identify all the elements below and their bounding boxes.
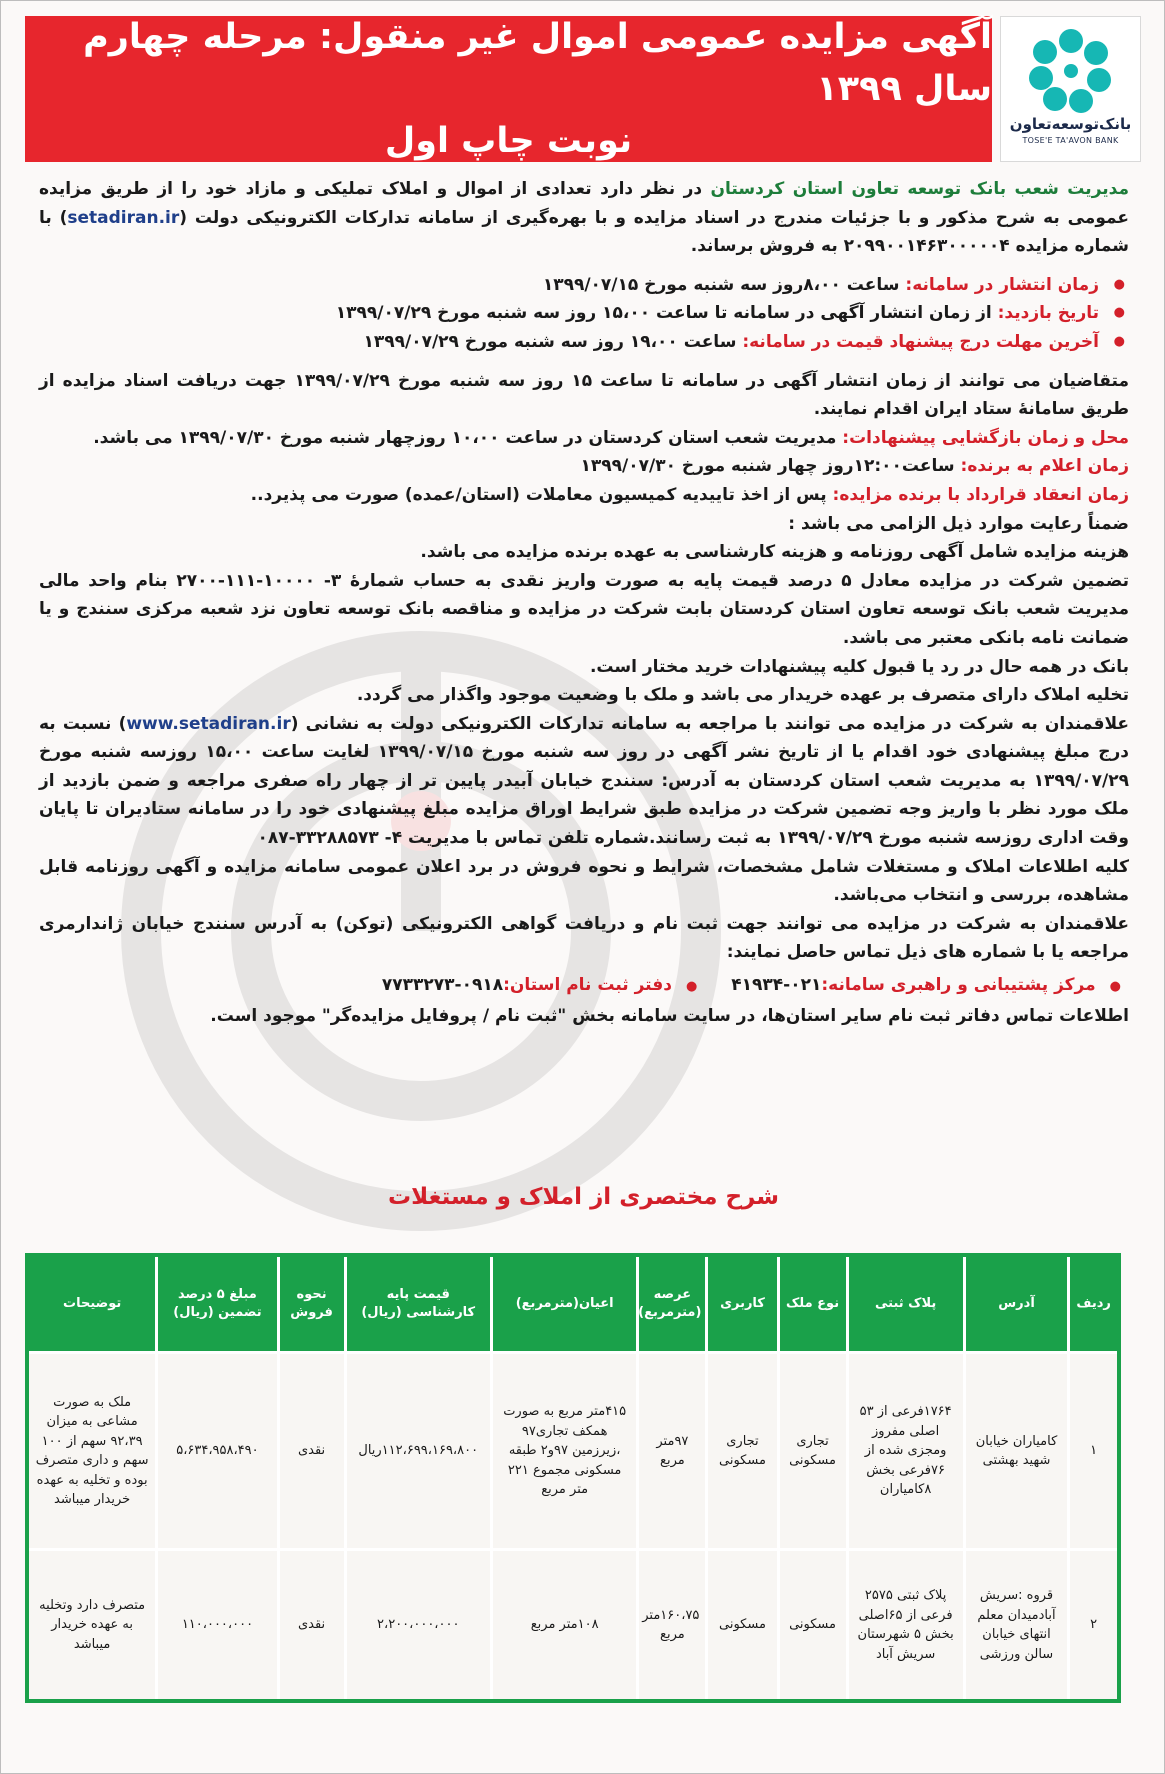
col-header: نوع ملک [778,1255,847,1353]
table-cell: مسکونی [778,1550,847,1702]
table-cell: ۲ [1069,1550,1119,1702]
registration-contact [382,971,697,1002]
contract-paragraph [39,481,1129,510]
col-header: آدرس [964,1255,1069,1353]
table-cell: ۱۷۶۴فرعی از ۵۳ اصلی مفروز ومجزی شده از ۷۶فرعی بخش ۸کامیاران [847,1353,964,1550]
rule-line: بانک در همه حال در رد یا قبول کلیه پیشنهادات خرید مختار است. [589,656,1129,677]
contact-label: مرکز پشتیبانی و راهبری سامانه: [821,975,1096,996]
contact-label: دفتر ثبت نام استان: [503,975,672,996]
table-cell: متصرف دارد وتخلیه به عهده خریدار میباشد [27,1550,157,1702]
bullet-value: ساعت ۸،۰۰روز سه شنبه مورخ ۱۳۹۹/۰۷/۱۵ [542,274,906,295]
setadiran-link[interactable]: setadiran.ir [67,207,180,228]
list-item [39,328,1101,357]
list-item [39,299,1101,328]
organization-name: مدیریت شعب بانک توسعه تعاون استان کردستان [710,179,1129,199]
table-cell: ۹۷متر مربع [638,1353,707,1550]
col-header: کاربری [707,1255,778,1353]
col-header: اعیان(مترمربع) [491,1255,637,1353]
opening-label: محل و زمان بازگشایی پیشنهادات: [842,427,1129,448]
bullet-icon: ● [685,979,698,995]
table-cell: تجاری مسکونی [778,1353,847,1550]
interested-paragraph [39,710,1129,853]
opening-value: مدیریت شعب استان کردستان در ساعت ۱۰،۰۰ روزچهار شنبه مورخ ۱۳۹۹/۰۷/۳۰ می باشد. [93,427,843,448]
table-cell: ملک به صورت مشاعی به میزان ۹۲،۳۹ سهم از ۱۰۰ سهم و داری متصرف بوده و تخلیه به عهده خریدار میباشد [27,1353,157,1550]
support-contact [731,971,1121,1002]
col-header: پلاک ثبتی [847,1255,964,1353]
rule-line: هزینه مزایده شامل آگهی روزنامه و هزینه کارشناسی به عهده برنده مزایده می باشد. [420,542,1129,563]
bullet-label: زمان انتشار در سامانه: [905,274,1099,295]
col-header: عرصه (مترمربع) [638,1255,707,1353]
rule-line: ضمناً رعایت موارد ذیل الزامی می باشد : [788,513,1129,534]
winner-label: زمان اعلام به برنده: [960,456,1129,477]
section-title: شرح مختصری از املاک و مستغلات [388,1184,779,1210]
bank-logo [1000,16,1141,162]
flower-logo-icon [1025,27,1117,113]
properties-table [25,1253,1121,1703]
token-paragraph: علاقمندان به شرکت در مزایده می توانند جهت ثبت نام و دریافت گواهی الکترونیکی (توکن) به آدرس سنندج خیابان ژاندارمری مراجعه یا با شماره های ذیل تماس حاصل نمایند: [39,913,1129,963]
contact-phone: ۷۷۳۳۲۷۳-۰۹۱۸ [381,975,504,996]
bank-logo-name: بانک‌توسعه‌تعاون [1009,115,1132,133]
contact-list [39,971,1129,1002]
table-cell: مسکونی [707,1550,778,1702]
rule-line: تخلیه املاک دارای متصرف بر عهده خریدار می باشد و ملک با وضعیت موجود واگذار می گردد. [356,685,1129,706]
contract-value: پس از اخذ تاییدیه کمیسیون معاملات (استان/عمده) صورت می پذیرد.. [250,484,833,505]
bullet-label: تاریخ بازدید: [997,303,1099,324]
table-cell: کامیاران خیابان شهید بهشتی [964,1353,1069,1550]
table-cell: ۱۰۸متر مربع [491,1550,637,1702]
col-header: توضیحات [27,1255,157,1353]
table-cell: پلاک ثبتی ۲۵۷۵ فرعی از ۶۵اصلی بخش ۵ شهرستان سریش آباد [847,1550,964,1702]
bullet-icon: ● [1109,979,1121,995]
intro-text-1: در نظر دارد تعدادی از اموال و املاک تملیکی و مازاد خود را از طریق مزایده عمومی به شرح مذکور و با جزئیات مندرج در اسناد مزایده و با بهره‌گیری از سامانه تدارکات الکترونیکی دولت ( [39,179,1129,228]
interested-text-2: ) نسبت به درج مبلغ پیشنهادی خود اقدام یا از تاریخ نشر آگهی در روز سه شنبه مورخ ۱۳۹۹/۰۷/۱۵ لغایت ساعت ۱۵،۰۰ روزسه شنبه مورخ ۱۳۹۹/۰۷/۲۹ به مدیریت شعب استان کردستان به آدرس: سنندج خیابان آبیدر پایین تر از چهار راه صفری مراجعه و ضمن بازدید از ملک مورد نظر با واریز وجه تضمین شرکت در مزایده طبق شرایط اوراق مزایده مبلغ پیشنهادی خود را در سامانه ستادیران تا پایان وقت اداری روزسه شنبه مورخ ۱۳۹۹/۰۷/۲۹ به ثبت رسانند.شماره تلفن تماس با مدیریت ۴- ۳۳۲۸۸۵۷۳-۰۸۷ [39,713,1129,849]
table-cell: ۱۱۲،۶۹۹،۱۶۹،۸۰۰ریال [345,1353,491,1550]
table-cell: ۱ [1069,1353,1119,1550]
table-cell: ۵،۶۳۴،۹۵۸،۴۹۰ [157,1353,278,1550]
col-header: قیمت پایه کارشناسی (ریال) [345,1255,491,1353]
print-turn: نوبت چاپ اول [384,121,633,161]
announcement-body [39,175,1129,1030]
contract-label: زمان انعقاد قرارداد با برنده مزایده: [832,484,1129,505]
list-item [39,271,1101,300]
rule-line: تضمین شرکت در مزایده معادل ۵ درصد قیمت پایه به صورت واریز نقدی به حساب شمارهٔ ۳- ۱۰۰۰۰-۱۱۱-۲۷۰۰ بنام واحد مالی مدیریت شعب بانک توسعه تعاون استان کردستان بابت شرکت در مزایده و مناقصه بانک توسعه تعاون نزد شعبه مرکزی سنندج و یا ضمانت نامه بانکی معتبر می باشد. [39,570,1129,648]
setadiran-www-link[interactable]: www.setadiran.ir [126,713,291,734]
bullet-value: از زمان انتشار آگهی در سامانه تا ساعت ۱۵،۰۰ روز سه شنبه مورخ ۱۳۹۹/۰۷/۲۹ [335,303,998,324]
opening-paragraph [39,424,1129,453]
table-cell: قروه :سریش آبادمیدان معلم انتهای خیابان سالن ورزشی [964,1550,1069,1702]
table-cell: ۱۱۰،۰۰۰،۰۰۰ [157,1550,278,1702]
title-banner [25,16,992,162]
header [25,16,1141,162]
winner-value: ساعت۱۲:۰۰روز چهار شنبه مورخ ۱۳۹۹/۰۷/۳۰ [580,456,961,477]
other-provinces-paragraph: اطلاعات تماس دفاتر ثبت نام سایر استان‌ها، در سایت سامانه بخش "ثبت نام / پروفایل مزایده‌گر" موجود است. [210,1005,1129,1026]
table-cell: نقدی [278,1550,345,1702]
table-row [27,1550,1119,1702]
winner-paragraph [39,452,1129,481]
bank-logo-english: TOSE'E TA'AVON BANK [1022,136,1119,145]
bullet-value: ساعت ۱۹،۰۰ روز سه شنبه مورخ ۱۳۹۹/۰۷/۲۹ [363,331,743,352]
contact-phone: ۴۱۹۳۴-۰۲۱ [731,975,822,996]
table-cell: ۲،۲۰۰،۰۰۰،۰۰۰ [345,1550,491,1702]
table-header-row [27,1255,1119,1353]
page-title: آگهی مزایده عمومی اموال غیر منقول: مرحله چهارم سال ۱۳۹۹ [83,17,992,109]
col-header: ردیف [1069,1255,1119,1353]
schedule-list [39,271,1129,357]
interested-text-1: علاقمندان به شرکت در مزایده می توانند با مراجعه به سامانه تدارکات الکترونیکی دولت به نشانی ( [290,713,1129,734]
applicants-paragraph: متقاضیان می توانند از زمان انتشار آگهی در سامانه تا ساعت ۱۵ روز سه شنبه مورخ ۱۳۹۹/۰۷/۲۹ جهت دریافت اسناد مزایده از طریق سامانهٔ ستاد ایران اقدام نمایند. [39,370,1129,420]
intro-paragraph [39,175,1129,261]
bullet-label: آخرین مهلت درج پیشنهاد قیمت در سامانه: [742,331,1099,352]
col-header: مبلغ ۵ درصد تضمین (ریال) [157,1255,278,1353]
table-cell: ۱۶۰،۷۵متر مربع [638,1550,707,1702]
info-paragraph: کلیه اطلاعات املاک و مستغلات شامل مشخصات، شرایط و نحوه فروش در برد اعلان عمومی سامانه مزایده و آگهی روزنامه قابل مشاهده، بررسی و انتخاب می‌باشد. [39,856,1129,906]
intro-text-2: ) با شماره مزایده ۲۰۹۹۰۰۱۴۶۳۰۰۰۰۰۴ به فروش برساند. [39,207,1129,257]
table-cell: تجاری مسکونی [707,1353,778,1550]
col-header: نحوه فروش [278,1255,345,1353]
table-row [27,1353,1119,1550]
table-cell: نقدی [278,1353,345,1550]
table-cell: ۴۱۵متر مربع به صورت همکف تجاری۹۷ ،زیرزمین ۹۷و۲ طبقه مسکونی مجموع ۲۲۱ متر مربع [491,1353,637,1550]
